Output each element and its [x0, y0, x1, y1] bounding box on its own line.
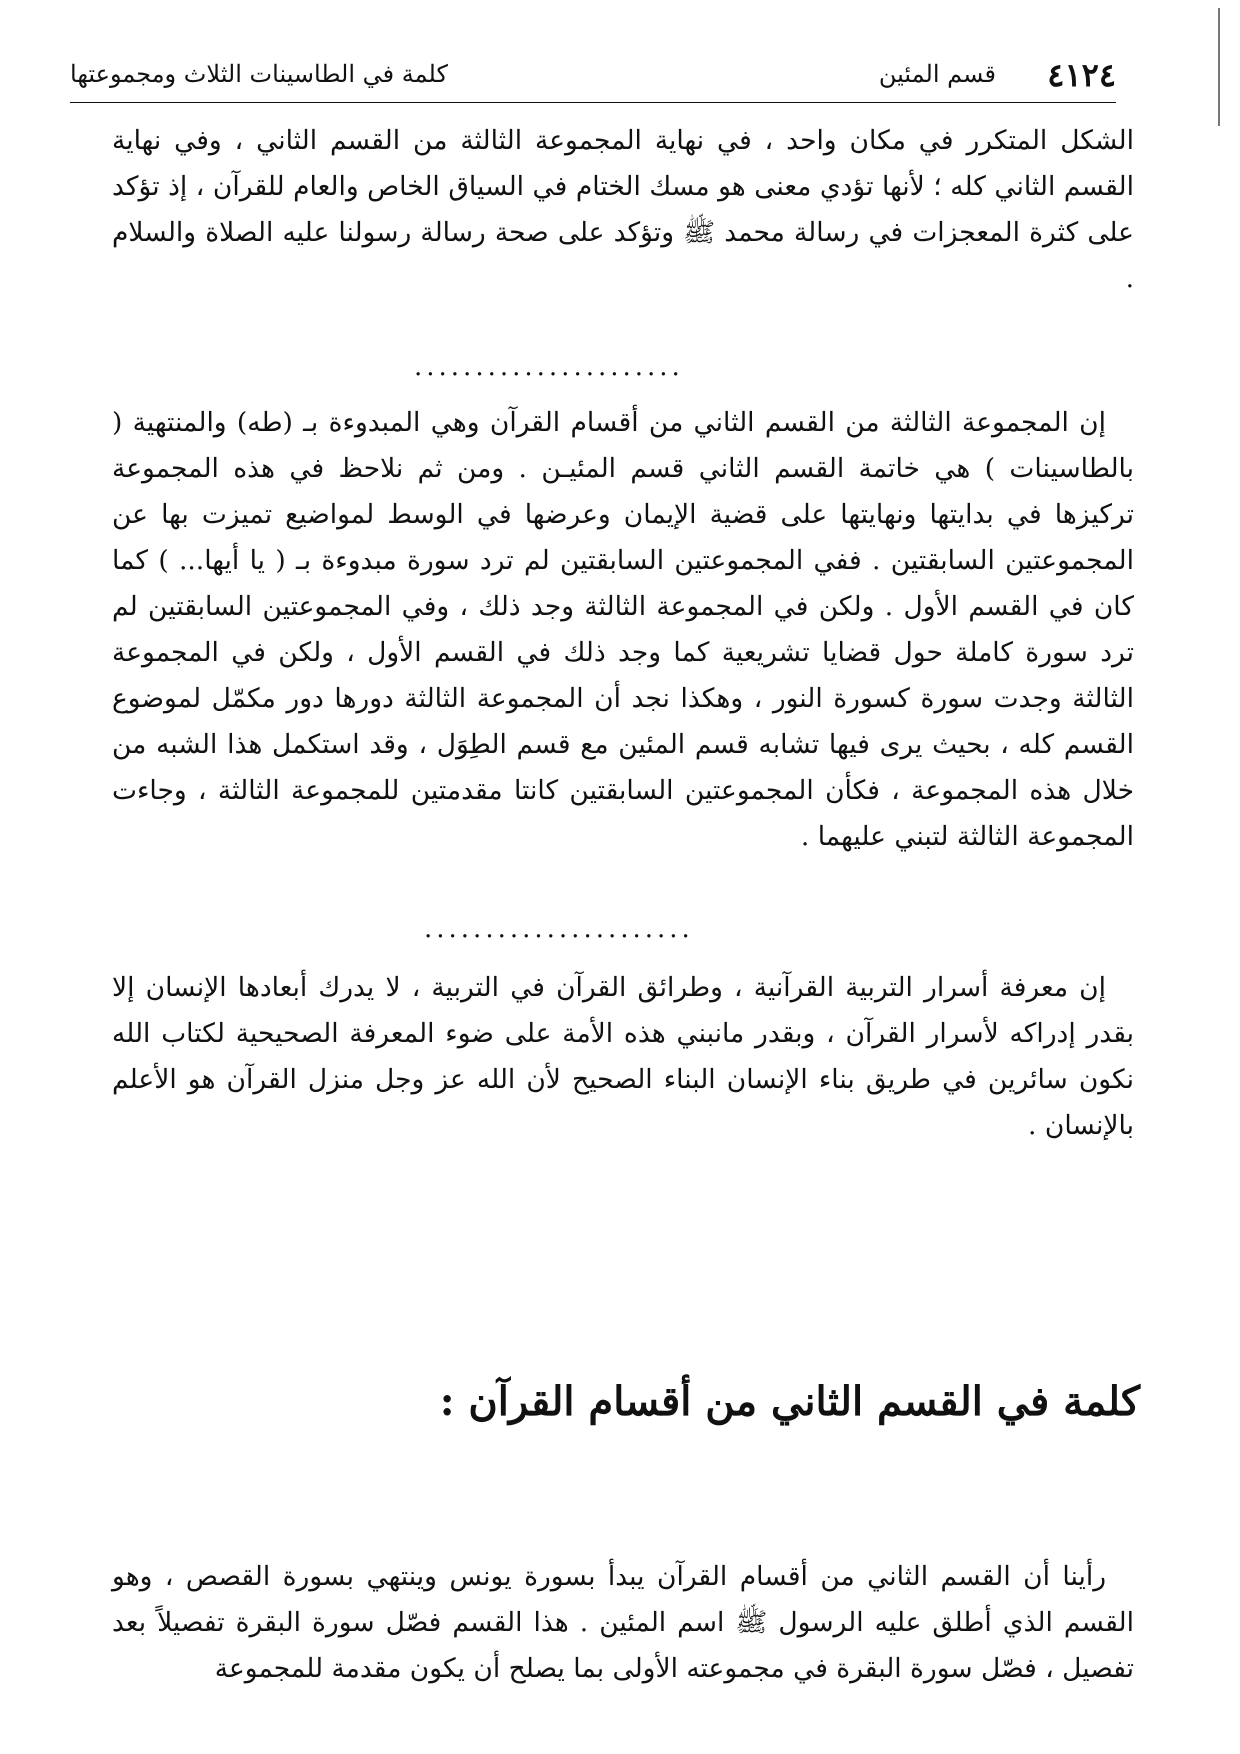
paragraph-2: إن المجموعة الثالثة من القسم الثاني من أقسام القرآن وهي المبدوءة بـ (طه) والمنتهية ( بالطاسينات ) هي خاتمة القسم الثاني قسم المئيـن . ومن ثم نلاحظ في هذه المجموعة تركيزها في بدايتها ونهايتها على قضية الإيمان وعرضها في الوسط لمواضيع تميزت بها عن المجموعتين السابقتين . ففي المجموعتين السابقتين لم ترد سورة مبدوءة بـ ( يا أيها... ) كما كان في القسم الأول . ولكن في المجموعة الثالثة وجد ذلك ، وفي المجموعتين السابقتين لم ترد سورة كاملة حول قضايا تشريعية كما وجد ذلك في القسم الأول ، ولكن في المجموعة الثالثة وجدت سورة كسورة النور ، وهكذا نجد أن المجموعة الثالثة دورها دور مكمّل لموضوع القسم كله ، بحيث يرى فيها تشابه قسم المئين مع قسم الطِوَل ، وقد استكمل هذا الشبه من خلال هذه المجموعة ، فكأن المجموعتين السابقتين كانتا مقدمتين للمجموعة الثالثة ، وجاءت المجموعة الثالثة لتبني عليهما . [112, 407, 1134, 852]
chapter-title: كلمة في الطاسينات الثلاث ومجموعتها [70, 60, 448, 88]
dot-separator-2: ...................... [424, 914, 694, 944]
paragraph-4: رأينا أن القسم الثاني من أقسام القرآن يبدأ بسورة يونس وينتهي بسورة القصص ، وهو القسم الذي أطلق عليه الرسول ﷺ اسم المئين . هذا القسم فصّل سورة البقرة تفصيلاً بعد تفصيل ، فصّل سورة البقرة في مجموعته الأولى بما يصلح أن يكون مقدمة للمجموعة [112, 1561, 1134, 1684]
section-name: قسم المئين [878, 60, 996, 88]
paragraph-3: إن معرفة أسرار التربية القرآنية ، وطرائق القرآن في التربية ، لا يدرك أبعادها الإنسان إلا بقدر إدراكه لأسرار القرآن ، وبقدر مانبني هذه الأمة على ضوء المعرفة الصحيحية لكتاب الله نكون سائرين في طريق بناء الإنسان البناء الصحيح لأن الله عز وجل منزل القرآن هو الأعلم بالإنسان . [112, 972, 1134, 1141]
dot-separator-1: ...................... [414, 352, 684, 382]
page-edge-line [1218, 8, 1220, 126]
paragraph-1: الشكل المتكرر في مكان واحد ، في نهاية المجموعة الثالثة من القسم الثاني ، وفي نهاية القسم الثاني كله ؛ لأنها تؤدي معنى هو مسك الختام في السياق الخاص والعام للقرآن ، إذ تؤكد على كثرة المعجزات في رسالة محمد ﷺ وتؤكد على صحة رسالة رسولنا عليه الصلاة والسلام . [112, 125, 1134, 294]
section-heading: كلمة في القسم الثاني من أقسام القرآن : [439, 1378, 1140, 1425]
running-header [70, 46, 1116, 103]
page-number: ٤١٢٤ [1047, 56, 1116, 94]
